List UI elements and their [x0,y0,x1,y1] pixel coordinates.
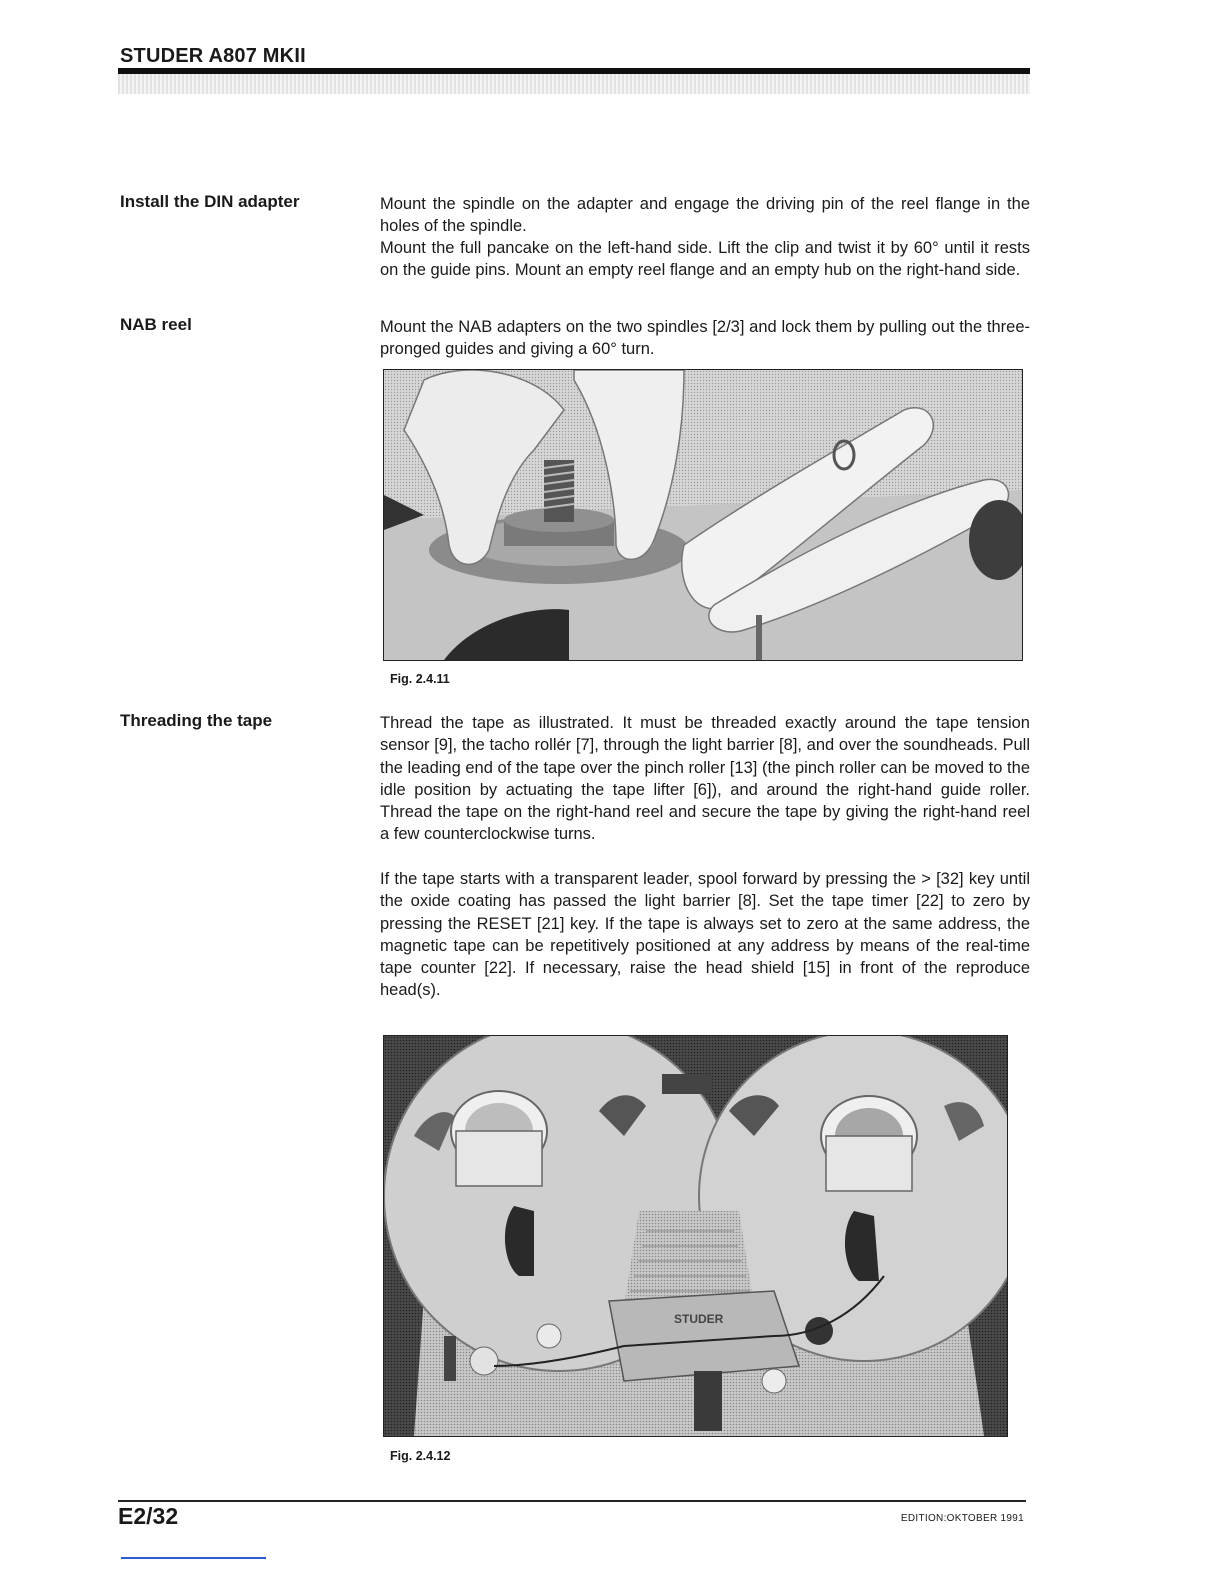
section-heading-nab-reel: NAB reel [120,315,192,334]
threading-paragraph-2: If the tape starts with a transparent leader, spool forward by pressing the > [32] key until the oxide coating has passed the light barrier [8]. Set the tape timer [22] to zero by pressing the RESET [21] key. If the tape is always set to zero at the same address, the magnetic tape can be repetitively positioned at any address by means of the real-time tape counter [22]. If necessary, raise the head shield [15] in front of the reproduce head(s). [380,870,1030,1000]
footer-edition: EDITION:OKTOBER 1991 [900,1513,1024,1524]
threading-paragraph-1: Thread the tape as illustrated. It must be threaded exactly around the tape tension sensor [9], the tacho rollér [7], through the light barrier [8], and over the soundheads. Pull the leading end of the tape over the pinch roller [13] (the pinch roller can be moved to the idle position by actuating the tape lifter [6]), and around the right-hand guide roller. Thread the tape on the right-hand reel and secure the tape by giving the right-hand reel a few counterclockwise turns. [380,714,1030,844]
document-header-title: STUDER A807 MKII [120,45,306,67]
nab-reel-paragraph: Mount the NAB adapters on the two spindles [2/3] and lock them by pulling out the three-pronged guides and giving a 60° turn. [380,318,1030,359]
section-heading-din-adapter: Install the DIN adapter [120,192,300,211]
figure-2-4-11-photo [383,369,1023,661]
din-adapter-paragraph-1: Mount the spindle on the adapter and engage the driving pin of the reel flange in the holes of the spindle. [380,195,1030,236]
header-shaded-band [118,74,1030,94]
figure-2-4-12-photo [383,1035,1008,1437]
footer-page-number: E2/32 [118,1503,179,1529]
footer-rule [118,1500,1026,1502]
section-heading-threading-tape: Threading the tape [120,711,273,730]
figure-2-4-11-caption: Fig. 2.4.11 [390,672,450,686]
figure-2-4-12-caption: Fig. 2.4.12 [390,1449,451,1463]
figure-2-4-12-brand-label: STUDER [674,1312,724,1326]
bottom-link-underline [121,1557,266,1559]
din-adapter-paragraph-2: Mount the full pancake on the left-hand side. Lift the clip and twist it by 60° until it rests on the guide pins. Mount an empty reel flange and an empty hub on the right-hand side. [380,239,1030,280]
